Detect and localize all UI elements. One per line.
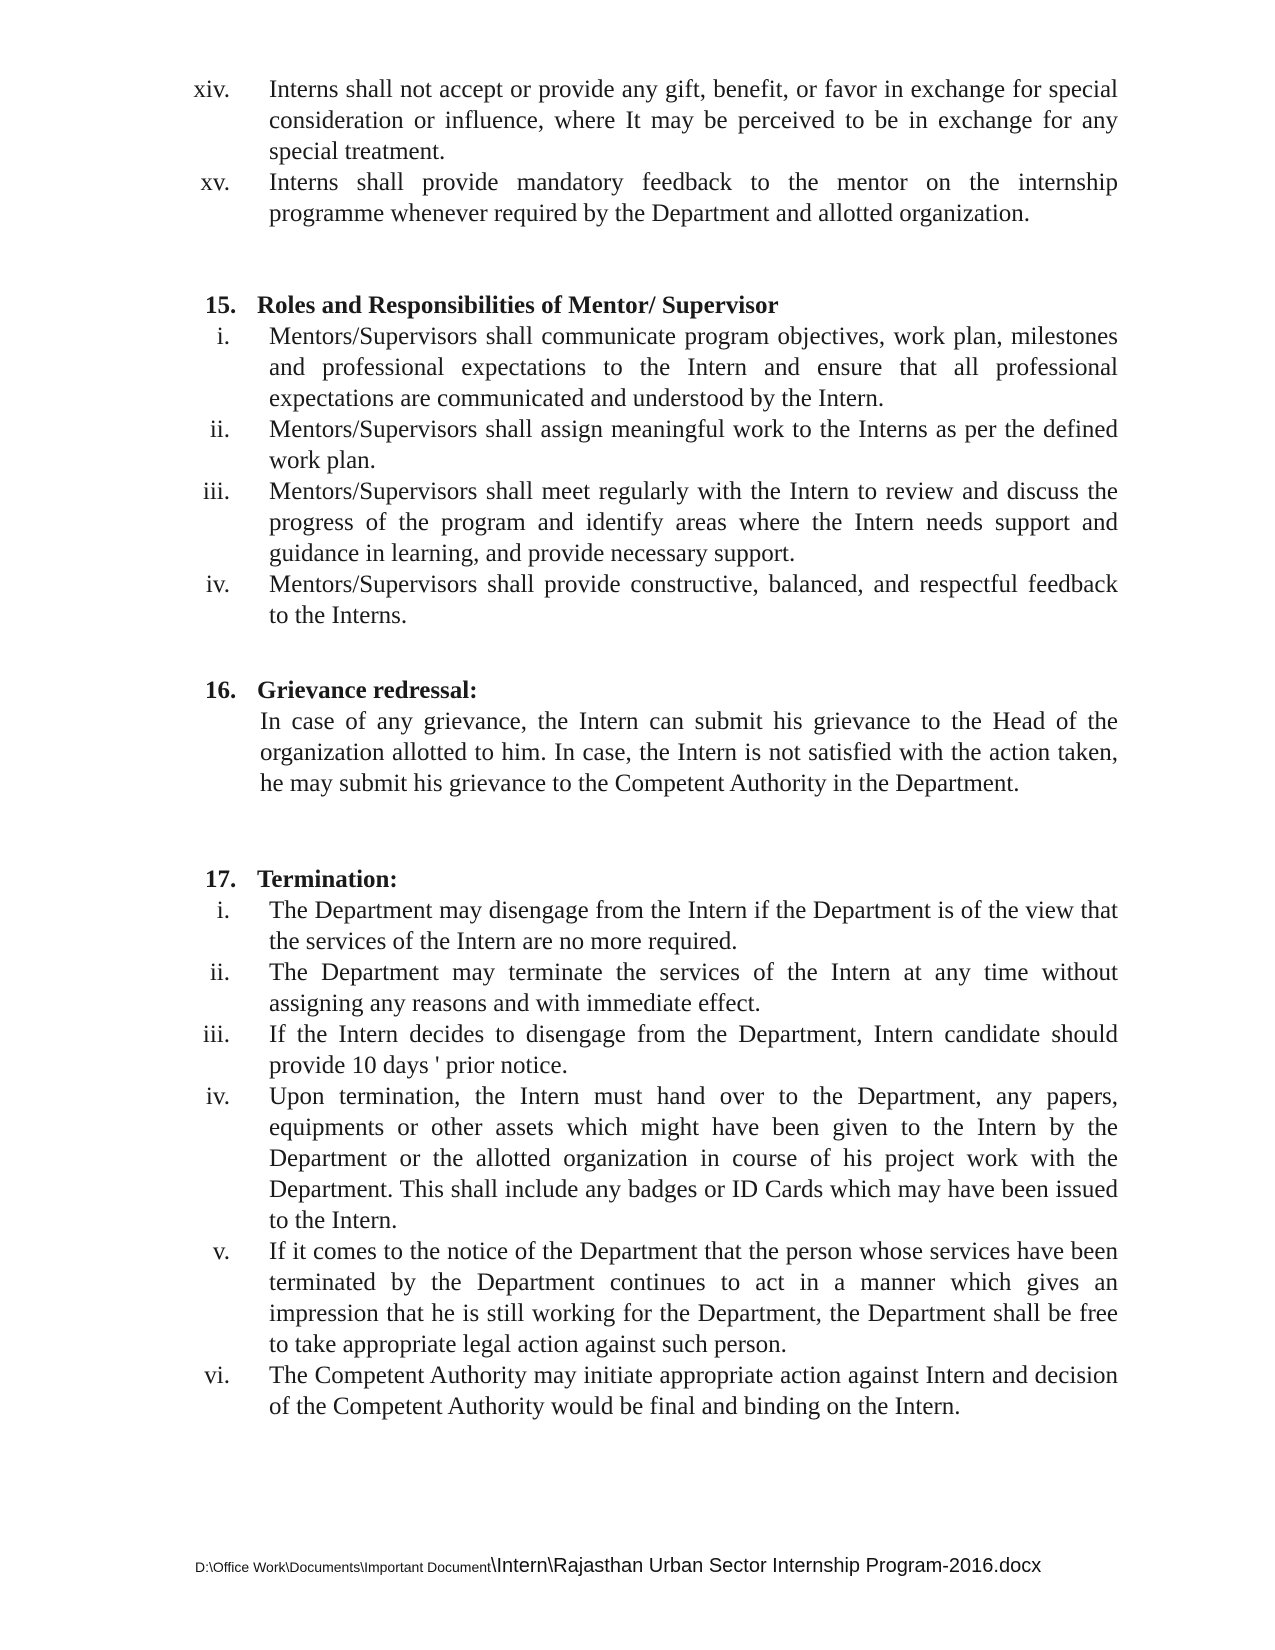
item-number: i. [216, 897, 230, 924]
list-item [0, 1081, 1275, 1236]
item-number: i. [216, 323, 230, 350]
item-text: Upon termination, the Intern must hand over to the Department, any papers, equipments or other assets which might have been given to the Intern by the Department or the allotted organization in course of his project work with the Department. This shall include any badges or ID Cards which may have been issued to the Intern. [269, 1083, 1118, 1234]
item-number: v. [212, 1238, 230, 1265]
item-number: xiv. [193, 76, 230, 103]
item-text: Mentors/Supervisors shall communicate program objectives, work plan, milestones and professional expectations to the Intern and ensure that all professional expectations are communicated and understood by the Intern. [269, 323, 1118, 412]
list-item [0, 957, 1275, 1019]
section-number: 16. [205, 677, 237, 704]
item-text: Mentors/Supervisors shall provide constructive, balanced, and respectful feedback to the Interns. [269, 571, 1118, 629]
item-text: Mentors/Supervisors shall meet regularly with the Intern to review and discuss the progress of the program and identify areas where the Intern needs support and guidance in learning, and provide necessary support. [269, 478, 1118, 567]
item-text: Mentors/Supervisors shall assign meaningful work to the Interns as per the defined work plan. [269, 416, 1118, 474]
list-item [0, 1236, 1275, 1360]
item-number: ii. [209, 959, 230, 986]
item-text: If it comes to the notice of the Department that the person whose services have been terminated by the Department continues to act in a manner which gives an impression that he is still working for the Department, the Department shall be free to take appropriate legal action against such person. [269, 1238, 1118, 1358]
item-number: iv. [205, 1083, 230, 1110]
item-number: iv. [205, 571, 230, 598]
section-heading-17 [205, 864, 398, 895]
list-item [0, 74, 1275, 167]
item-number: ii. [209, 416, 230, 443]
item-text: The Department may disengage from the Intern if the Department is of the view that the services of the Intern are no more required. [269, 897, 1118, 955]
list-item [0, 167, 1275, 229]
item-text: If the Intern decides to disengage from the Department, Intern candidate should provide 10 days ' prior notice. [269, 1021, 1118, 1079]
section-title: Grievance redressal: [257, 677, 478, 704]
section-number: 17. [205, 866, 237, 893]
item-text: The Competent Authority may initiate appropriate action against Intern and decision of the Competent Authority would be final and binding on the Intern. [269, 1362, 1118, 1420]
section-15-list [0, 321, 1275, 631]
section-heading-16 [205, 675, 478, 706]
section-title: Termination: [257, 866, 398, 893]
item-text: Interns shall not accept or provide any gift, benefit, or favor in exchange for special consideration or influence, where It may be perceived to be in exchange for any special treatment. [269, 76, 1118, 165]
footer-path-prefix: D:\Office Work\Documents\Important Document [195, 1559, 491, 1575]
list-item [0, 1019, 1275, 1081]
item-text: Interns shall provide mandatory feedback to the mentor on the internship programme whenever required by the Department and allotted organization. [269, 169, 1118, 227]
footer-file-path [195, 1555, 1041, 1578]
grievance-paragraph: In case of any grievance, the Intern can submit his grievance to the Head of the organization allotted to him. In case, the Intern is not satisfied with the action taken, he may submit his grievance to the Competent Authority in the Department. [260, 708, 1118, 797]
item-number: iii. [202, 1021, 230, 1048]
section-number: 15. [205, 292, 237, 319]
section-title: Roles and Responsibilities of Mentor/ Supervisor [257, 292, 779, 319]
list-item [0, 414, 1275, 476]
list-continuation [0, 74, 1275, 229]
item-number: vi. [204, 1362, 230, 1389]
section-17-list [0, 895, 1275, 1422]
list-item [0, 1360, 1275, 1422]
list-item [0, 895, 1275, 957]
item-text: The Department may terminate the services of the Intern at any time without assigning any reasons and with immediate effect. [269, 959, 1118, 1017]
list-item [0, 321, 1275, 414]
item-number: xv. [200, 169, 230, 196]
item-number: iii. [202, 478, 230, 505]
footer-path-filename: \Intern\Rajasthan Urban Sector Internship Program-2016.docx [490, 1555, 1042, 1577]
list-item [0, 569, 1275, 631]
section-heading-15 [205, 290, 779, 321]
list-item [0, 476, 1275, 569]
